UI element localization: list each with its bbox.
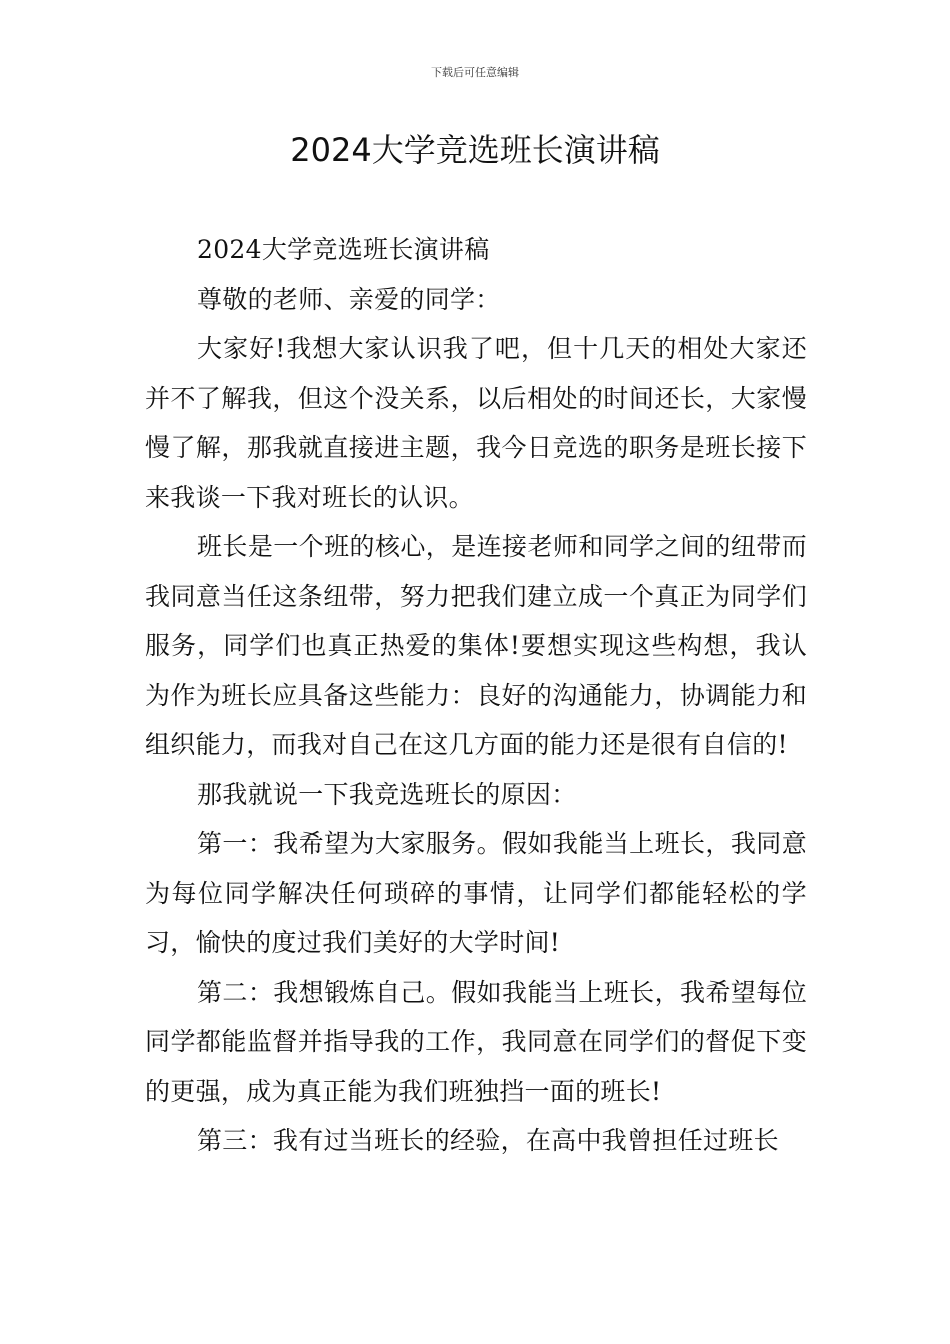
body-paragraph: 尊敬的老师、亲爱的同学：: [197, 284, 501, 314]
header-note: 下载后可任意编辑: [431, 66, 519, 79]
body-paragraph: 第二：我想锻炼自己。假如我能当上班长，我希望每位同学都能监督并指导我的工作，我同意在同学们的督促下变的更强，成为真正能为我们班独挡一面的班长!: [145, 977, 807, 1106]
body-paragraph: 2024大学竞选班长演讲稿: [197, 235, 490, 264]
body-paragraph: 第三：我有过当班长的经验，在高中我曾担任过班长: [197, 1126, 779, 1155]
document-title: 2024大学竞选班长演讲稿: [290, 131, 660, 169]
document-body: [145, 225, 807, 1166]
body-paragraph: 第一：我希望为大家服务。假如我能当上班长，我同意为每位同学解决任何琐碎的事情，让同学们都能轻松的学习，愉快的度过我们美好的大学时间!: [145, 829, 807, 957]
body-paragraph: 那我就说一下我竞选班长的原因：: [197, 779, 577, 809]
body-paragraph: 大家好!我想大家认识我了吧，但十几天的相处大家还并不了解我，但这个没关系，以后相处的时间还长，大家慢慢了解，那我就直接进主题，我今日竞选的职务是班长接下来我谈一下我对班长的认识。: [145, 334, 807, 512]
body-paragraph: 班长是一个班的核心，是连接老师和同学之间的纽带而我同意当任这条纽带，努力把我们建立成一个真正为同学们服务，同学们也真正热爱的集体!要想实现这些构想，我认为作为班长应具备这些能力：良好的沟通能力，协调能力和组织能力，而我对自己在这几方面的能力还是很有自信的!: [145, 532, 807, 759]
